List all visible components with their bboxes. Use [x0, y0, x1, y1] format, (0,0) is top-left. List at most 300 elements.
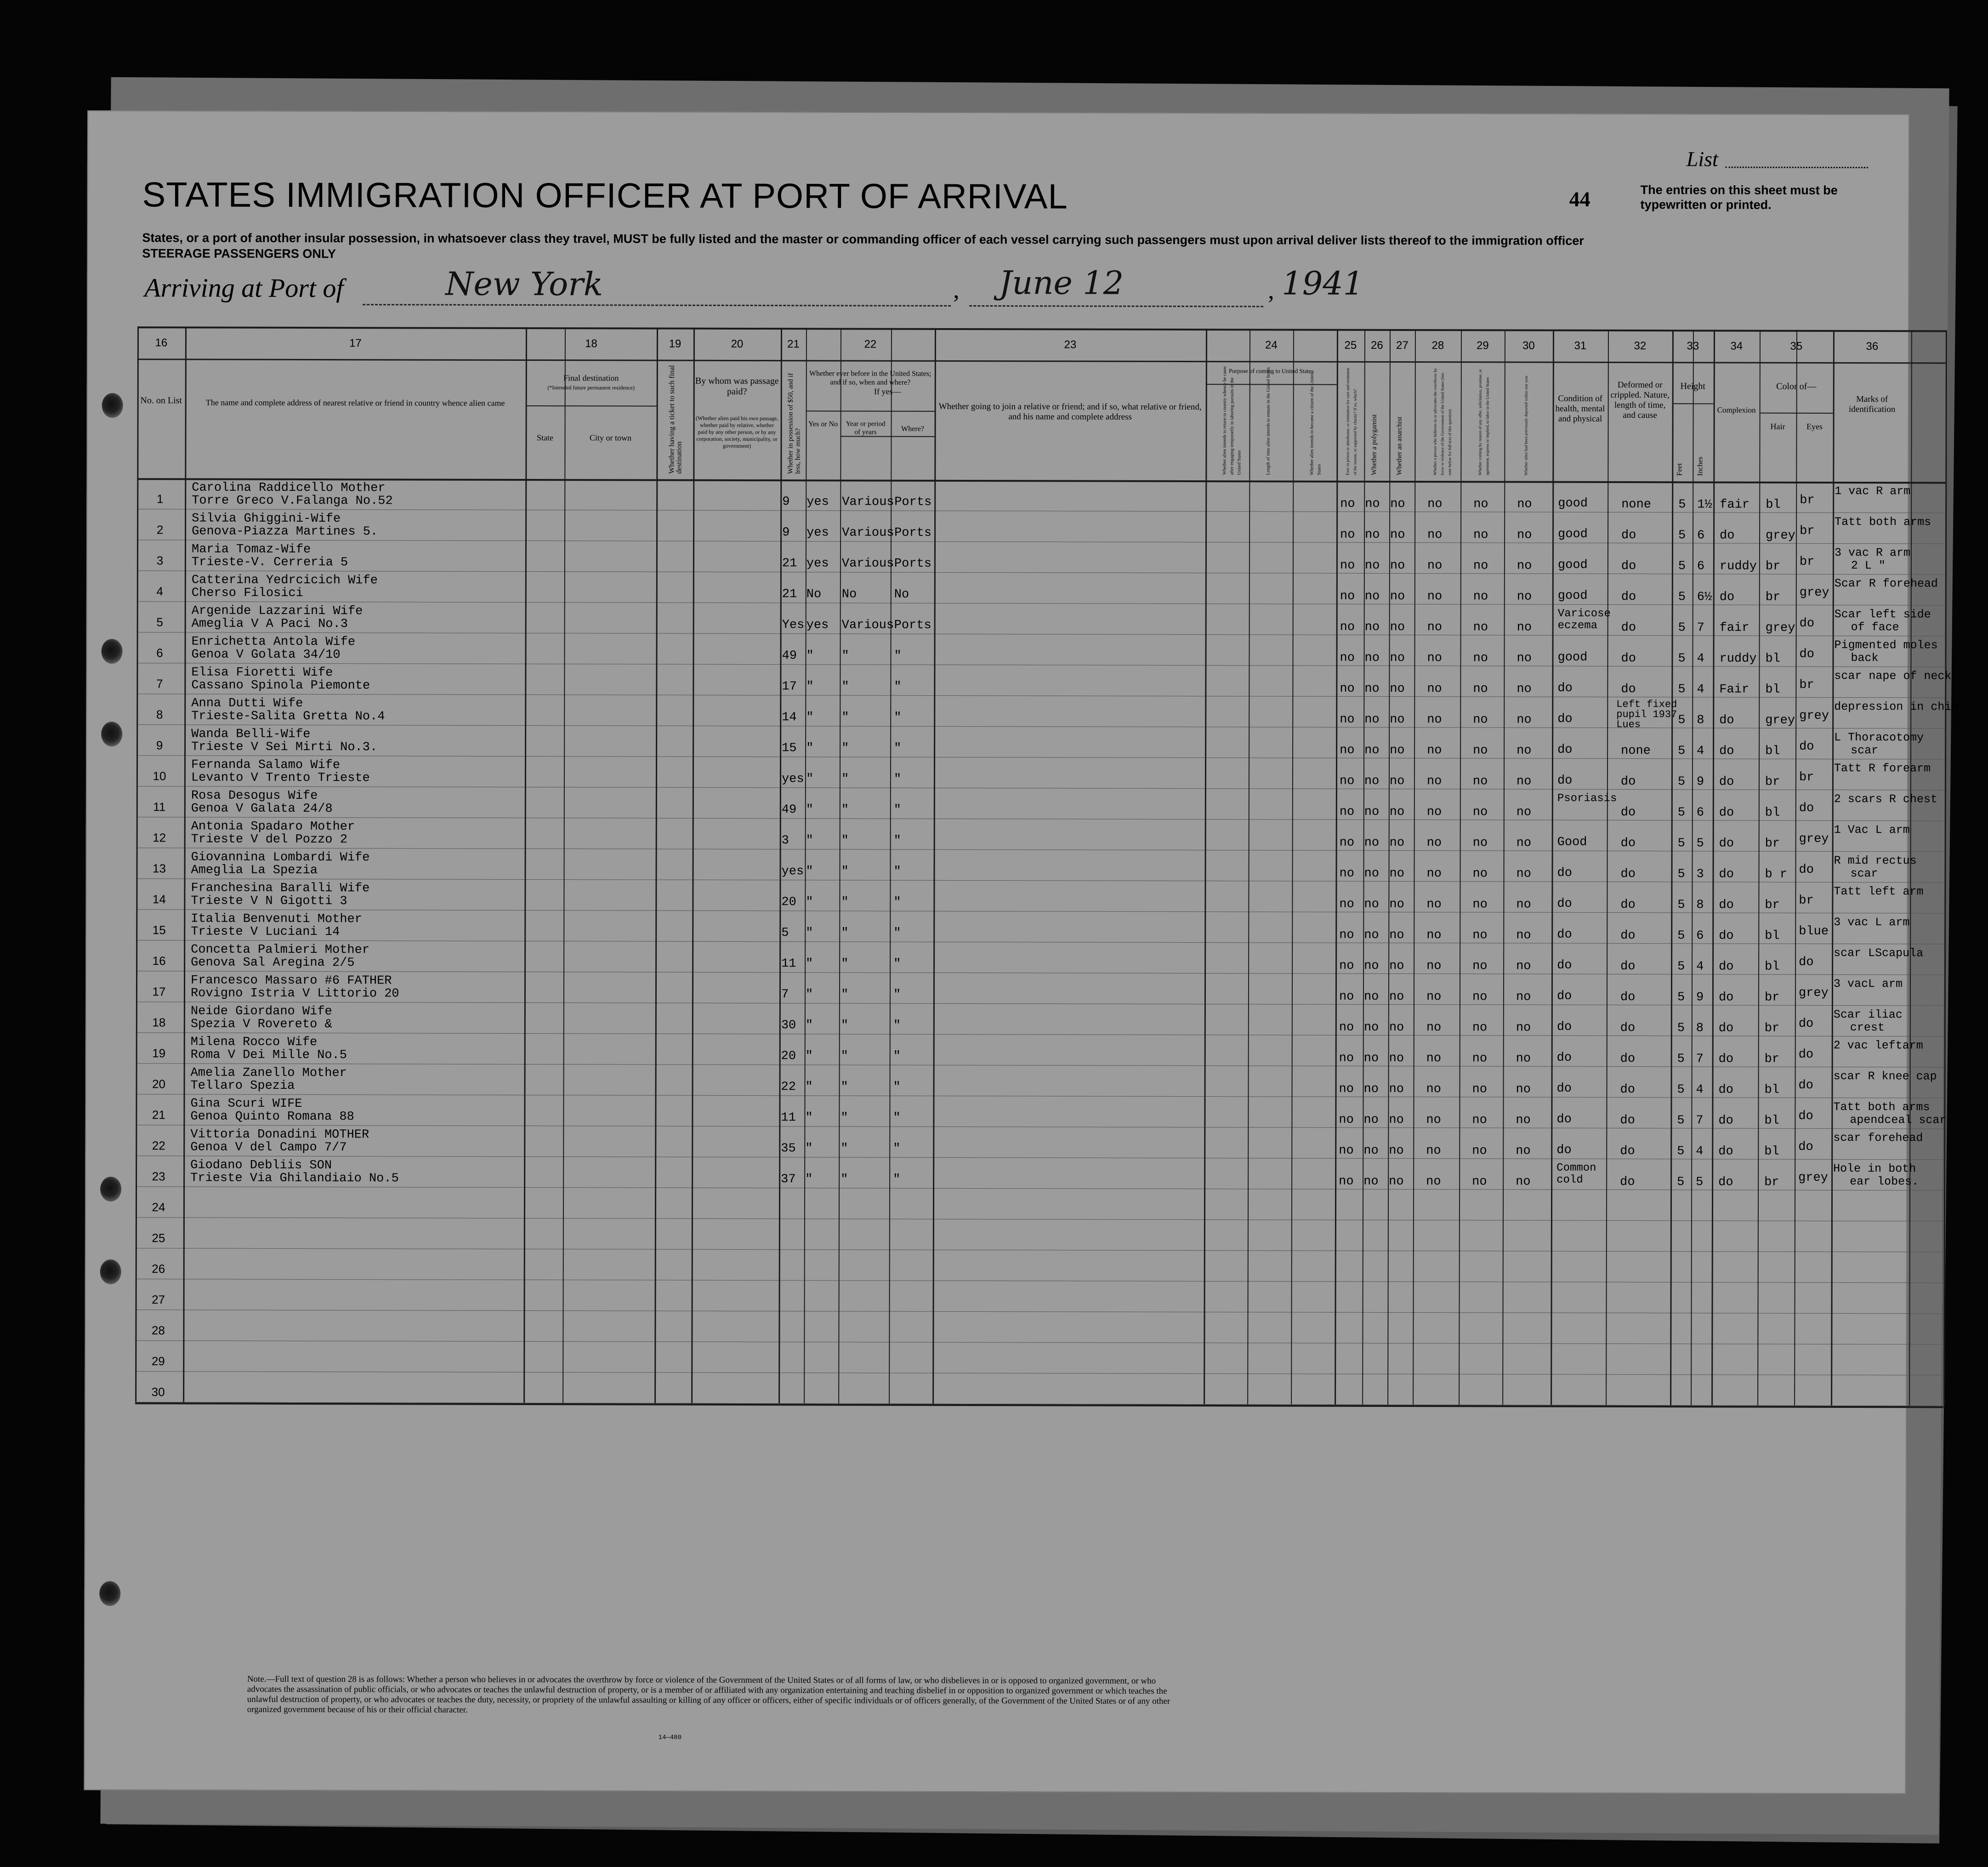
deformity: do — [1620, 1052, 1636, 1066]
before-where: " — [893, 834, 901, 848]
answer-c29: no — [1472, 805, 1488, 820]
identification-marks: depression in chin — [1834, 700, 1959, 714]
answer-c25: no — [1340, 558, 1355, 573]
answer-c30: no — [1516, 1113, 1531, 1127]
row-rule — [137, 601, 1945, 605]
before-where: " — [894, 711, 902, 725]
deformity: do — [1620, 1021, 1636, 1036]
row-rule — [135, 1371, 1943, 1375]
height-feet: 5 — [1677, 806, 1686, 820]
row-number: 22 — [152, 1138, 165, 1153]
complexion: do — [1718, 1114, 1733, 1128]
height-inches: 7 — [1696, 1052, 1704, 1066]
answer-c26: no — [1364, 743, 1380, 757]
header-final-destination-note: (*Intended future permanent residence) — [547, 384, 635, 391]
deformity: do — [1620, 928, 1636, 943]
answer-c27: no — [1389, 1113, 1404, 1127]
relative-address: Spezia V Rovereto & — [190, 1017, 332, 1032]
before-period: " — [841, 741, 849, 756]
identification-marks-cont: ear lobes. — [1850, 1175, 1919, 1189]
answer-c27: no — [1390, 712, 1405, 727]
answer-c27: no — [1389, 1144, 1404, 1158]
relative-address: Levanto V Trento Trieste — [191, 771, 370, 786]
answer-c28: no — [1427, 620, 1443, 635]
height-inches: 5 — [1696, 837, 1704, 851]
answer-c26: no — [1364, 651, 1380, 665]
answer-c28: no — [1426, 1144, 1441, 1158]
answer-c27: no — [1389, 866, 1404, 881]
relative-address: Genoa V Galata 24/8 — [191, 802, 333, 816]
header-fifty: Whether in possession of $50, and if less, how much? — [787, 373, 802, 474]
punch-hole-icon — [100, 1177, 121, 1201]
before-where: " — [893, 1111, 901, 1125]
answer-c25: no — [1340, 620, 1355, 634]
relative-name: Milena Rocco Wife — [190, 1035, 318, 1050]
header-paid-by-note: (Whether alien paid his own passage, whether paid by relative, whether paid by any other person, or by any corporation, society, municipality, or government) — [695, 415, 778, 450]
identification-marks-cont: scar — [1851, 744, 1879, 757]
answer-c30: no — [1516, 1144, 1531, 1158]
header-year-period: Year or period of years — [846, 420, 886, 436]
identification-marks: Pigmented moles — [1834, 638, 1938, 652]
condition-health: good — [1557, 650, 1588, 665]
complexion: ruddy — [1719, 559, 1757, 574]
row-rule — [137, 632, 1945, 636]
height-inches: 8 — [1696, 1021, 1704, 1036]
final-destination-rule — [526, 405, 657, 407]
answer-c26: no — [1363, 1144, 1379, 1158]
before-yes-no: " — [805, 1111, 813, 1125]
comma: , — [953, 275, 960, 303]
row-number: 26 — [152, 1262, 165, 1276]
relative-name: Antonia Spadaro Mother — [191, 820, 355, 834]
answer-c30: no — [1517, 497, 1532, 512]
port-handwritten: New York — [445, 265, 603, 303]
row-rule — [136, 1186, 1944, 1190]
complexion: do — [1719, 590, 1735, 604]
condition-health: do — [1557, 928, 1572, 942]
eye-color: blue — [1799, 924, 1829, 939]
height-inches: 4 — [1697, 744, 1704, 758]
answer-c30: no — [1516, 1021, 1531, 1035]
answer-c30: no — [1516, 774, 1532, 789]
height-feet: 5 — [1677, 1083, 1685, 1097]
identification-marks: Tatt R forearm — [1834, 761, 1931, 775]
header-purpose-return: Whether alien intends to return to country whence he came after engaging temporarily in laboring pursuits in the United States — [1222, 366, 1242, 475]
identification-marks: Tatt left arm — [1834, 884, 1924, 899]
eye-color: do — [1799, 740, 1814, 754]
height-feet: 5 — [1677, 867, 1685, 882]
row-rule — [136, 848, 1945, 852]
comma: , — [1268, 276, 1274, 304]
answer-c25: no — [1339, 805, 1355, 819]
answer-c27: no — [1390, 682, 1405, 696]
identification-marks: Scar iliac — [1833, 1007, 1903, 1022]
answer-c27: no — [1390, 528, 1405, 542]
answer-c28: no — [1426, 774, 1442, 789]
header-before-in-us: Whether ever before in the United States; and if so, when and where? — [809, 370, 932, 387]
answer-c28: no — [1427, 590, 1443, 604]
deformity: do — [1620, 1175, 1635, 1190]
row-rule — [136, 817, 1945, 821]
answer-c30: no — [1516, 1052, 1531, 1066]
relative-address: Torre Greco V.Falanga No.52 — [192, 494, 393, 508]
deformity: none — [1621, 744, 1651, 758]
row-number: 23 — [152, 1169, 165, 1184]
answer-c30: no — [1517, 620, 1532, 635]
eye-color: br — [1799, 770, 1814, 785]
height-inches: 6 — [1697, 529, 1705, 543]
header-deported: Whether alien had been previously deported within one year — [1523, 376, 1528, 476]
before-rule — [806, 410, 935, 412]
column-rule — [1831, 330, 1835, 1406]
identification-marks: Hole in both — [1833, 1161, 1916, 1176]
answer-c25: no — [1339, 1051, 1354, 1065]
page-title: STATES IMMIGRATION OFFICER AT PORT OF ARRIVAL — [142, 175, 1068, 216]
port-line — [363, 304, 951, 307]
column-rule — [1691, 330, 1694, 1405]
answer-c26: no — [1363, 1113, 1379, 1127]
condition-health: do — [1557, 958, 1572, 973]
eye-color: do — [1798, 1109, 1813, 1123]
eye-color: do — [1799, 616, 1815, 631]
relative-name: Franchesina Baralli Wife — [191, 881, 370, 896]
answer-c30: no — [1516, 990, 1531, 1004]
relative-name: Gina Scuri WIFE — [190, 1097, 302, 1111]
answer-c29: no — [1472, 1052, 1488, 1066]
row-number: 25 — [152, 1231, 165, 1245]
identification-marks: 1 Vac L arm — [1834, 823, 1910, 837]
answer-c29: no — [1473, 559, 1488, 573]
color-rule — [1760, 413, 1833, 414]
deformity: do — [1621, 528, 1636, 543]
before-period: " — [841, 649, 849, 663]
eye-color: br — [1800, 493, 1815, 507]
header-complexion: Complexion — [1717, 405, 1756, 415]
column-rule — [889, 328, 892, 1404]
deformity: do — [1621, 682, 1636, 697]
date-line — [969, 305, 1263, 307]
row-number: 2 — [156, 523, 164, 537]
header-hair: Hair — [1770, 421, 1785, 431]
header-prison: Ever in prison or almshouse, or institution for care and treatment of the insane, or supported by charity? If so, which? — [1345, 368, 1358, 475]
cash-amount: yes — [781, 772, 804, 786]
column-number: 27 — [1396, 339, 1409, 352]
typewritten-instructions: The entries on this sheet must be typewritten or printed. — [1640, 183, 1838, 212]
row-number: 4 — [156, 584, 164, 598]
height-inches: 8 — [1697, 713, 1704, 728]
answer-c29: no — [1472, 836, 1488, 850]
header-city: City or town — [589, 433, 632, 443]
column-rule — [183, 326, 187, 1402]
identification-marks-cont: apendceal scar — [1850, 1113, 1947, 1127]
answer-c29: no — [1472, 1082, 1487, 1097]
answer-c25: no — [1339, 959, 1354, 973]
deformity: do — [1620, 805, 1636, 820]
cash-amount: 11 — [781, 957, 796, 971]
deformity: do — [1620, 836, 1636, 851]
column-rule — [932, 328, 936, 1404]
row-number: 28 — [151, 1323, 165, 1338]
row-number: 21 — [152, 1108, 165, 1122]
height-feet: 5 — [1678, 529, 1686, 543]
answer-c29: no — [1472, 1113, 1487, 1127]
answer-c29: no — [1473, 713, 1488, 727]
answer-c30: no — [1516, 1175, 1531, 1189]
row-number: 16 — [152, 954, 166, 968]
before-yes-no: yes — [807, 495, 829, 509]
condition-health: good — [1557, 589, 1588, 603]
deformity: do — [1620, 990, 1636, 1005]
before-period: " — [841, 895, 849, 910]
answer-c28: no — [1426, 867, 1442, 881]
answer-c28: no — [1426, 805, 1442, 820]
answer-c29: no — [1473, 651, 1488, 666]
identification-marks: Tatt both arms — [1835, 515, 1931, 529]
height-inches: 4 — [1696, 960, 1704, 974]
eye-color: grey — [1798, 986, 1829, 1000]
height-inches: 9 — [1696, 990, 1704, 1005]
answer-c27: no — [1389, 897, 1404, 912]
relative-name: Francesco Massaro #6 FATHER — [191, 973, 392, 988]
answer-c27: no — [1389, 959, 1404, 973]
answer-c27: no — [1390, 651, 1405, 666]
condition-health: do — [1556, 989, 1572, 1003]
row-number: 30 — [151, 1385, 165, 1399]
answer-c27: no — [1389, 1082, 1404, 1097]
row-rule — [136, 940, 1944, 944]
hair-color: bl — [1764, 1114, 1779, 1128]
before-where: " — [893, 1142, 901, 1156]
relative-name: Rosa Desogus Wife — [191, 789, 318, 803]
relative-address: Cherso Filosici — [191, 586, 303, 600]
answer-c29: no — [1473, 528, 1488, 542]
before-where: " — [893, 1080, 901, 1094]
row-number: 10 — [153, 769, 166, 783]
column-rule — [654, 328, 658, 1403]
relative-name: Silvia Ghiggini-Wife — [192, 512, 341, 526]
steerage-label: STEERAGE PASSENGERS ONLY — [142, 246, 336, 261]
identification-marks: 3 vacL arm — [1833, 977, 1903, 991]
header-deformed: Deformed or crippled. Nature, length of time, and cause — [1610, 380, 1670, 421]
height-inches: 5 — [1696, 1175, 1704, 1190]
answer-c28: no — [1427, 682, 1442, 696]
height-feet: 5 — [1677, 929, 1685, 943]
answer-c30: no — [1516, 805, 1532, 820]
condition-health: do — [1557, 866, 1572, 880]
row-number: 7 — [156, 677, 163, 691]
hair-color: grey — [1766, 529, 1795, 543]
relative-address: Genova-Piazza Martines 5. — [192, 524, 378, 539]
before-where: " — [893, 988, 901, 1002]
answer-c25: no — [1339, 836, 1355, 850]
column-rule — [1247, 329, 1250, 1404]
relative-address: Genoa Quinto Romana 88 — [190, 1110, 354, 1124]
row-rule — [136, 1032, 1944, 1036]
eye-color: grey — [1799, 832, 1829, 846]
eye-color: br — [1799, 555, 1815, 569]
hair-color: br — [1764, 990, 1780, 1005]
height-inches: 8 — [1696, 898, 1704, 912]
height-feet: 5 — [1677, 775, 1686, 789]
column-rule — [1413, 329, 1416, 1405]
relative-name: Concetta Palmieri Mother — [191, 943, 370, 957]
cash-amount: 30 — [781, 1019, 796, 1033]
complexion: do — [1718, 1175, 1733, 1190]
hair-color: br — [1765, 837, 1780, 851]
header-where: Where? — [901, 425, 924, 433]
relative-address: Ameglia La Spezia — [191, 863, 318, 878]
column-number: 25 — [1344, 339, 1357, 352]
header-offer-labor: Whether coming by reason of any offer, solicitation, promise, or agreement, express or implied, to labor in the United States — [1477, 369, 1490, 476]
punch-hole-icon — [99, 1581, 120, 1606]
complexion: Fair — [1719, 683, 1749, 697]
answer-c26: no — [1363, 990, 1379, 1004]
relative-name: Giodano Debliis SON — [190, 1158, 332, 1173]
identification-marks-cont: crest — [1850, 1021, 1885, 1035]
hair-color: br — [1765, 590, 1781, 604]
condition-health: good — [1558, 527, 1588, 541]
answer-c30: no — [1517, 651, 1532, 666]
eye-color: do — [1799, 955, 1814, 969]
before-period: " — [841, 865, 849, 879]
header-height: Height — [1680, 381, 1705, 392]
height-feet: 5 — [1678, 683, 1686, 697]
answer-c29: no — [1473, 497, 1488, 512]
condition-health: do — [1556, 1020, 1572, 1034]
header-paid-by: By whom was passage paid? — [695, 376, 779, 397]
arriving-label: Arriving at Port of — [144, 273, 344, 303]
height-feet: 5 — [1677, 1021, 1685, 1036]
row-rule — [136, 1279, 1944, 1283]
before-yes-no: " — [805, 1019, 813, 1033]
condition-health: Common cold — [1556, 1161, 1596, 1186]
header-purpose-length: Length of time alien intends to remain in the United States — [1266, 367, 1271, 475]
before-yes-no: " — [806, 834, 813, 848]
header-feet: Feet — [1676, 463, 1684, 476]
deformity: do — [1620, 898, 1636, 912]
eye-color: grey — [1799, 709, 1829, 723]
identification-marks: 2 vac leftarm — [1833, 1038, 1923, 1053]
complexion: do — [1719, 960, 1734, 974]
identification-marks: 2 scars R chest — [1834, 792, 1937, 806]
relative-name: Neide Giordano Wife — [190, 1004, 332, 1019]
relative-address: Tellaro Spezia — [190, 1079, 295, 1093]
before-yes-no: No — [806, 587, 822, 602]
eye-color: br — [1800, 524, 1815, 538]
column-rule — [691, 328, 695, 1403]
before-period: " — [841, 957, 849, 971]
header-ticket: Whether having a ticket to such final destination — [668, 365, 683, 474]
row-rule — [135, 1340, 1943, 1344]
answer-c26: no — [1364, 897, 1379, 911]
column-number: 20 — [731, 337, 744, 350]
answer-c26: no — [1364, 682, 1380, 696]
answer-c27: no — [1389, 774, 1405, 789]
height-inches: 9 — [1696, 775, 1704, 789]
cash-amount: 15 — [782, 741, 797, 756]
answer-c27: no — [1390, 558, 1405, 573]
relative-address: Genova Sal Aregina 2/5 — [191, 956, 355, 970]
hair-color: br — [1765, 559, 1781, 574]
column-rule — [1794, 330, 1797, 1406]
hair-color: bl — [1765, 652, 1780, 666]
relative-address: Roma V Dei Mille No.5 — [190, 1048, 347, 1063]
before-where: " — [893, 1049, 901, 1064]
row-number: 18 — [152, 1015, 166, 1030]
complexion: do — [1719, 806, 1734, 820]
answer-c28: no — [1426, 1082, 1441, 1097]
column-rule — [1670, 330, 1674, 1405]
height-inches: 1½ — [1697, 498, 1712, 512]
answer-c29: no — [1472, 1021, 1488, 1035]
answer-c25: no — [1340, 497, 1355, 511]
before-period: " — [841, 711, 849, 725]
answer-c30: no — [1517, 559, 1532, 573]
header-inches: Inches — [1696, 456, 1704, 476]
column-number-row-border — [137, 359, 1946, 364]
answer-c25: no — [1339, 1082, 1354, 1096]
condition-health: Good — [1557, 835, 1587, 849]
row-rule — [136, 694, 1945, 698]
cash-amount: 49 — [782, 649, 797, 663]
row-number: 29 — [151, 1354, 165, 1368]
before-period: Various — [841, 557, 894, 571]
header-condition: Condition of health, mental and physical — [1555, 393, 1605, 424]
before-period: " — [841, 834, 849, 848]
complexion: do — [1718, 990, 1734, 1005]
answer-c30: no — [1516, 898, 1531, 912]
answer-c25: no — [1339, 1020, 1354, 1035]
date-handwritten: June 12 — [999, 264, 1124, 302]
height-inches: 6 — [1696, 806, 1704, 820]
relative-address: Trieste-V. Cerreria 5 — [191, 555, 348, 570]
height-inches: 4 — [1696, 1083, 1704, 1097]
before-yes-no: " — [805, 1173, 813, 1187]
height-feet: 5 — [1677, 1175, 1685, 1190]
condition-health: do — [1557, 743, 1573, 757]
before-yes-no: " — [805, 1049, 813, 1064]
height-inches: 7 — [1696, 1114, 1704, 1128]
row-rule — [136, 755, 1945, 759]
height-feet: 5 — [1678, 590, 1686, 604]
answer-c26: no — [1364, 805, 1380, 819]
page-number: 44 — [1569, 187, 1590, 211]
row-number: 6 — [156, 646, 163, 660]
height-feet: 5 — [1678, 498, 1686, 512]
complexion: do — [1719, 867, 1734, 882]
complexion: do — [1719, 929, 1734, 943]
row-rule — [136, 1094, 1944, 1098]
hair-color: bl — [1765, 806, 1780, 820]
column-rule — [1551, 330, 1554, 1405]
cash-amount: 21 — [782, 557, 797, 571]
answer-c25: no — [1340, 589, 1355, 603]
cash-amount: 49 — [781, 803, 797, 817]
row-number: 8 — [156, 707, 163, 722]
punch-hole-icon — [102, 393, 123, 418]
eye-color: do — [1798, 1047, 1814, 1062]
header-color-of: Color of— — [1776, 381, 1817, 392]
before-where: " — [894, 741, 902, 756]
relative-name: Carolina Raddicello Mother — [192, 481, 386, 495]
eye-color: br — [1799, 894, 1814, 908]
answer-c27: no — [1390, 589, 1405, 604]
answer-c25: no — [1339, 1174, 1354, 1189]
height-inches: 7 — [1697, 621, 1704, 635]
before-where: " — [894, 649, 902, 663]
answer-c25: no — [1339, 928, 1354, 942]
hair-color: bl — [1764, 1144, 1779, 1159]
